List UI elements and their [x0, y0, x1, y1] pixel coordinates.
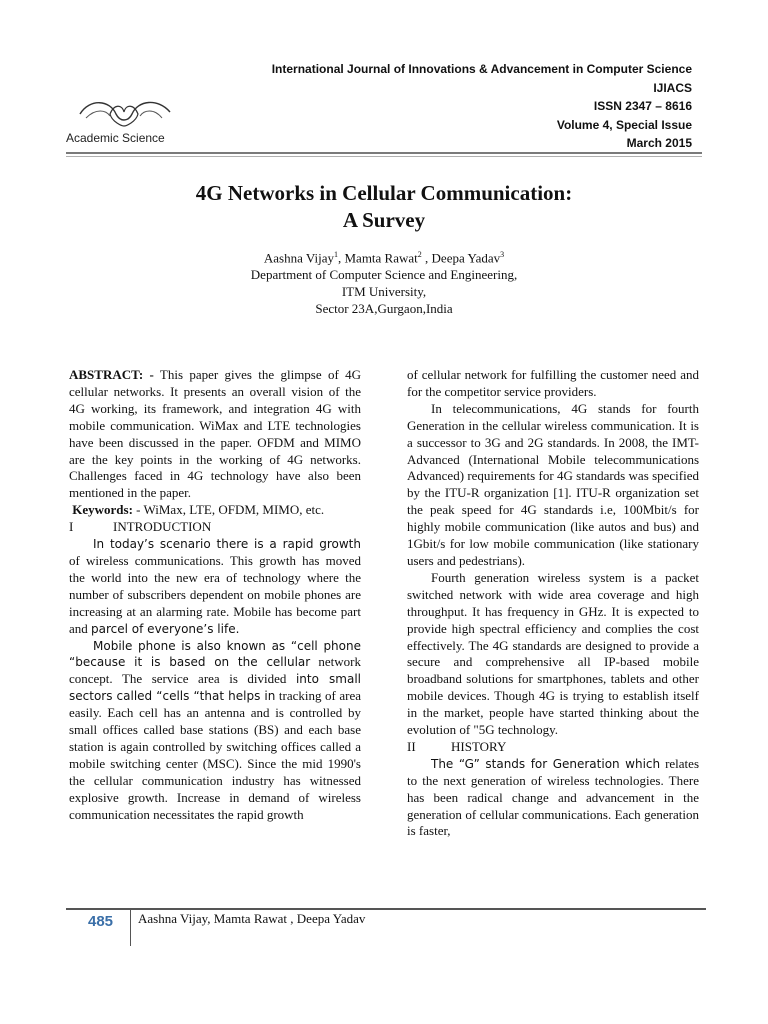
section-title: HISTORY	[451, 738, 507, 754]
left-column	[69, 367, 361, 823]
text-run: of wireless communications. This growth has moved the world into the new era of technology where the number of subscribers dependent on mobile phones are increasing at an alarming rate. Mobile has become part and	[69, 552, 361, 636]
author-3-affil: 3	[500, 250, 505, 259]
intro-paragraph-2	[69, 638, 361, 824]
intro-paragraph-1	[69, 536, 361, 637]
text-run: into small sectors called “cells “that helps in	[69, 672, 361, 704]
abstract-label: ABSTRACT: -	[69, 367, 154, 382]
text-run: The “G” stands for Generation which	[431, 756, 661, 771]
footer-authors: Aashna Vijay, Mamta Rawat , Deepa Yadav	[138, 911, 366, 926]
title-line-1: 4G Networks in Cellular Communication:	[195, 181, 573, 205]
journal-name: International Journal of Innovations & Advancement in Computer Science	[271, 62, 692, 76]
department: Department of Computer Science and Engineering,	[250, 267, 518, 283]
body-paragraph: In telecommunications, 4G stands for fourth Generation in the cellular wireless communication. It is a successor to 3G and 2G standards. In 2008, the IMT-Advanced (International Mobile telecommunications Advanced) requirements for 4G standards was specified by the ITU-R organization [1]. ITU-R organization set the peak speed for 4G standards i.e, 100Mbit/s for highly mobile communication (like autos and bus) and 1Gbit/s for low mobile communication (like stationary users and pedestrians).	[407, 400, 699, 568]
logo-text: Academic Science	[66, 131, 165, 145]
header-rule	[66, 152, 702, 154]
page-number: 485	[88, 913, 114, 930]
author-names	[0, 246, 768, 266]
author-sep: ,	[337, 250, 345, 266]
journal-date: March 2015	[626, 136, 692, 151]
author-block	[0, 246, 768, 317]
author-1: Aashna Vijay	[263, 250, 334, 266]
journal-issn: ISSN 2347 – 8616	[593, 99, 692, 114]
section-number: II	[407, 738, 416, 754]
author-2-affil: 2	[417, 250, 422, 259]
body-paragraph: Fourth generation wireless system is a packet switched network with wide area coverage and high throughput. It has frequency in GHz. It is expected to provide high spectral efficiency and complies the cost effectively. The 4G standards are designed to provide a secure and comprehensive all IP-based mobile broadband solutions for smartphones, tablets and other mobile devices. Though 4G is trying to establish itself in the market, people have started thinking about the evolution of "5G technology.	[407, 569, 699, 738]
body-paragraph: of cellular network for fulfilling the customer need and for the competitor service providers.	[407, 367, 699, 399]
section-heading-history	[407, 739, 699, 756]
section-title: INTRODUCTION	[113, 519, 212, 535]
address: Sector 23A,Gurgaon,India	[315, 301, 453, 317]
journal-info	[272, 60, 692, 153]
author-sep: ,	[421, 250, 432, 266]
abstract	[69, 367, 361, 502]
keywords	[69, 502, 361, 519]
header-rule-thin	[66, 156, 702, 157]
section-number: I	[69, 519, 74, 535]
paper-title	[0, 180, 768, 234]
author-3: Deepa Yadav	[431, 250, 501, 266]
keywords-label: Keywords:	[72, 502, 133, 518]
title-line-2: A Survey	[342, 208, 426, 232]
text-run: In today’s scenario there is a rapid growth	[93, 537, 361, 552]
university: ITM University,	[341, 284, 427, 300]
text-run: tracking of area easily. Each cell has an antenna and is controlled by small offices called base stations (BS) and each base station is again controlled by switching offices called a mobile switching center (MSC). Since the mid 1990's the cellular communication industry has witnessed explosive growth. Increase in demand of wireless communication necessitates the rapid growth	[69, 688, 361, 822]
abstract-text: This paper gives the glimpse of 4G cellular networks. It presents an overall vision of the 4G working, its framework, and integration 4G with mobile communication. WiMax and LTE technologies have been discussed in the paper. OFDM and MIMO are the key points in the working of 4G networks. Challenges faced in 4G technology have also been mentioned in the paper.	[69, 367, 361, 501]
logo-swirl-icon	[66, 92, 186, 132]
keywords-text: - WiMax, LTE, OFDM, MIMO, etc.	[132, 502, 325, 518]
journal-volume: Volume 4, Special Issue	[556, 117, 692, 132]
section-heading-introduction	[69, 519, 361, 536]
author-2: Mamta Rawat	[344, 250, 418, 266]
footer-rule	[66, 908, 706, 910]
author-1-affil: 1	[333, 250, 338, 259]
history-paragraph	[407, 756, 699, 841]
text-run: parcel of everyone’s life.	[91, 621, 240, 636]
text-run: relates to the next generation of wireless technologies. There has been radical change and advancement in the generation of cellular communications. Each generation is faster,	[407, 755, 699, 839]
footer-divider	[130, 910, 131, 946]
journal-abbrev: IJIACS	[653, 80, 692, 95]
text-run: Mobile phone is also known as “cell phone “because it is based on the cellular	[69, 638, 361, 670]
text-run: network concept. The service area is divided	[69, 654, 361, 687]
right-column	[407, 367, 699, 840]
